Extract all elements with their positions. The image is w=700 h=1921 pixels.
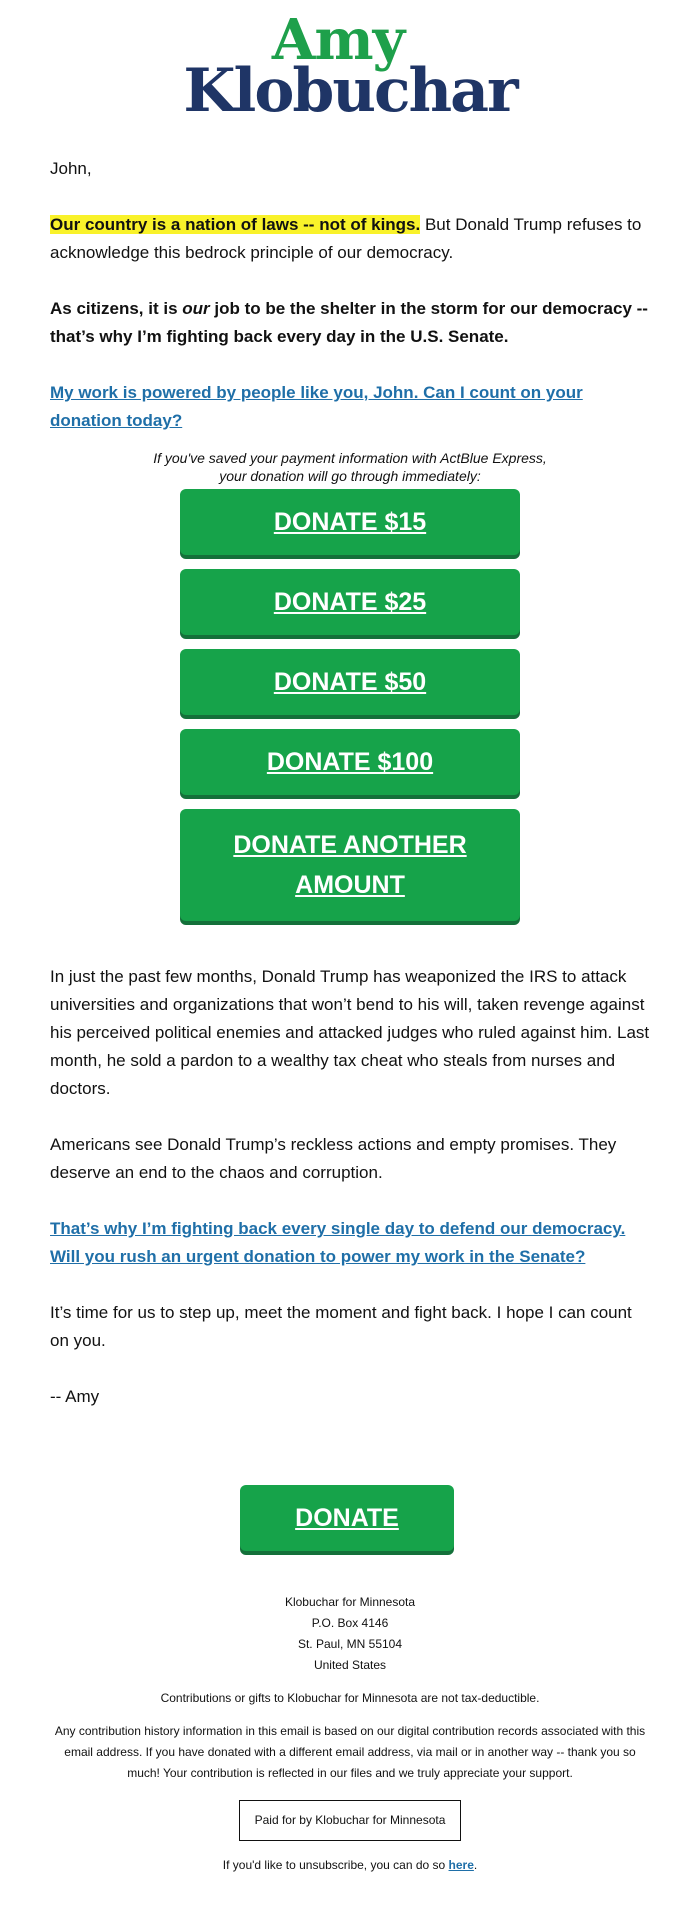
donate-15-button[interactable]: DONATE $15 xyxy=(180,489,520,555)
unsubscribe-link[interactable]: here xyxy=(448,1858,474,1872)
express-note-line-2: your donation will go through immediately: xyxy=(219,468,481,484)
paid-for-box: Paid for by Klobuchar for Minnesota xyxy=(239,1800,462,1841)
paragraph-4: Americans see Donald Trump’s reckless actions and empty promises. They deserve an end to the chaos and corruption. xyxy=(50,1135,617,1182)
link-paragraph-1 xyxy=(50,379,650,435)
paragraph-5: It’s time for us to step up, meet the moment and fight back. I hope I can count on you. xyxy=(50,1303,632,1350)
paragraph-2-start: As citizens, it is xyxy=(50,299,183,318)
donate-other-amount-button[interactable] xyxy=(180,809,520,921)
donate-50-button[interactable]: DONATE $50 xyxy=(180,649,520,715)
paragraph-3: In just the past few months, Donald Trump has weaponized the IRS to attack universities and organizations that won’t bend to his will, taken revenge against his perceived political enemies and attacked judges who ruled against him. Last month, he sold a pardon to a wealthy tax cheat who steals from nurses and doctors. xyxy=(50,967,650,1098)
express-note-line-1: If you've saved your payment information with ActBlue Express, xyxy=(153,450,547,466)
logo xyxy=(0,7,700,126)
donate-other-line-1: DONATE ANOTHER xyxy=(233,831,467,859)
link-paragraph-2 xyxy=(50,1215,650,1271)
tax-note: Contributions or gifts to Klobuchar for Minnesota are not tax-deductible. xyxy=(160,1691,540,1705)
address-line: P.O. Box 4146 xyxy=(311,1616,389,1630)
logo-last-name: Klobuchar xyxy=(183,56,517,126)
paragraph-1-rest: But Donald Trump refuses to acknowledge this bedrock principle of our democracy. xyxy=(50,215,642,262)
donate-100-button[interactable]: DONATE $100 xyxy=(180,729,520,795)
paragraph-1 xyxy=(50,211,650,267)
footer xyxy=(50,1592,650,1876)
express-note xyxy=(50,449,650,485)
address-line: St. Paul, MN 55104 xyxy=(297,1637,403,1651)
logo-first-name: Amy xyxy=(271,7,405,73)
donate-main-button[interactable]: DONATE xyxy=(240,1485,454,1551)
footer-address xyxy=(50,1592,650,1676)
donate-25-button[interactable]: DONATE $25 xyxy=(180,569,520,635)
donation-link-1[interactable]: My work is powered by people like you, John. Can I count on your donation today? xyxy=(50,383,583,430)
unsubscribe-line xyxy=(50,1855,650,1876)
signoff: -- Amy xyxy=(50,1387,100,1406)
paragraph-2-end: job to be the shelter in the storm for our democracy -- that’s why I’m fighting back every day in the U.S. Senate. xyxy=(50,299,648,346)
address-line: United States xyxy=(313,1658,387,1672)
emphasis-our: our xyxy=(182,299,210,318)
paragraph-2 xyxy=(50,295,650,351)
unsubscribe-end: . xyxy=(473,1858,478,1872)
greeting: John, xyxy=(50,159,92,178)
donate-other-line-2: AMOUNT xyxy=(295,871,405,899)
unsubscribe-text: If you'd like to unsubscribe, you can do so xyxy=(222,1858,449,1872)
donation-link-2[interactable]: That’s why I’m fighting back every single day to defend our democracy. Will you rush an urgent donation to power my work in the Senate? xyxy=(50,1219,626,1266)
email-body xyxy=(50,155,650,1411)
history-note: Any contribution history information in this email is based on our digital contribution records associated with this email address. If you have donated with a different email address, via mail or in another way -- thank you so much! Your contribution is reflected in our files and we truly appreciate your support. xyxy=(54,1724,646,1780)
address-line: Klobuchar for Minnesota xyxy=(284,1595,416,1609)
highlighted-text: Our country is a nation of laws -- not of kings. xyxy=(50,215,421,234)
